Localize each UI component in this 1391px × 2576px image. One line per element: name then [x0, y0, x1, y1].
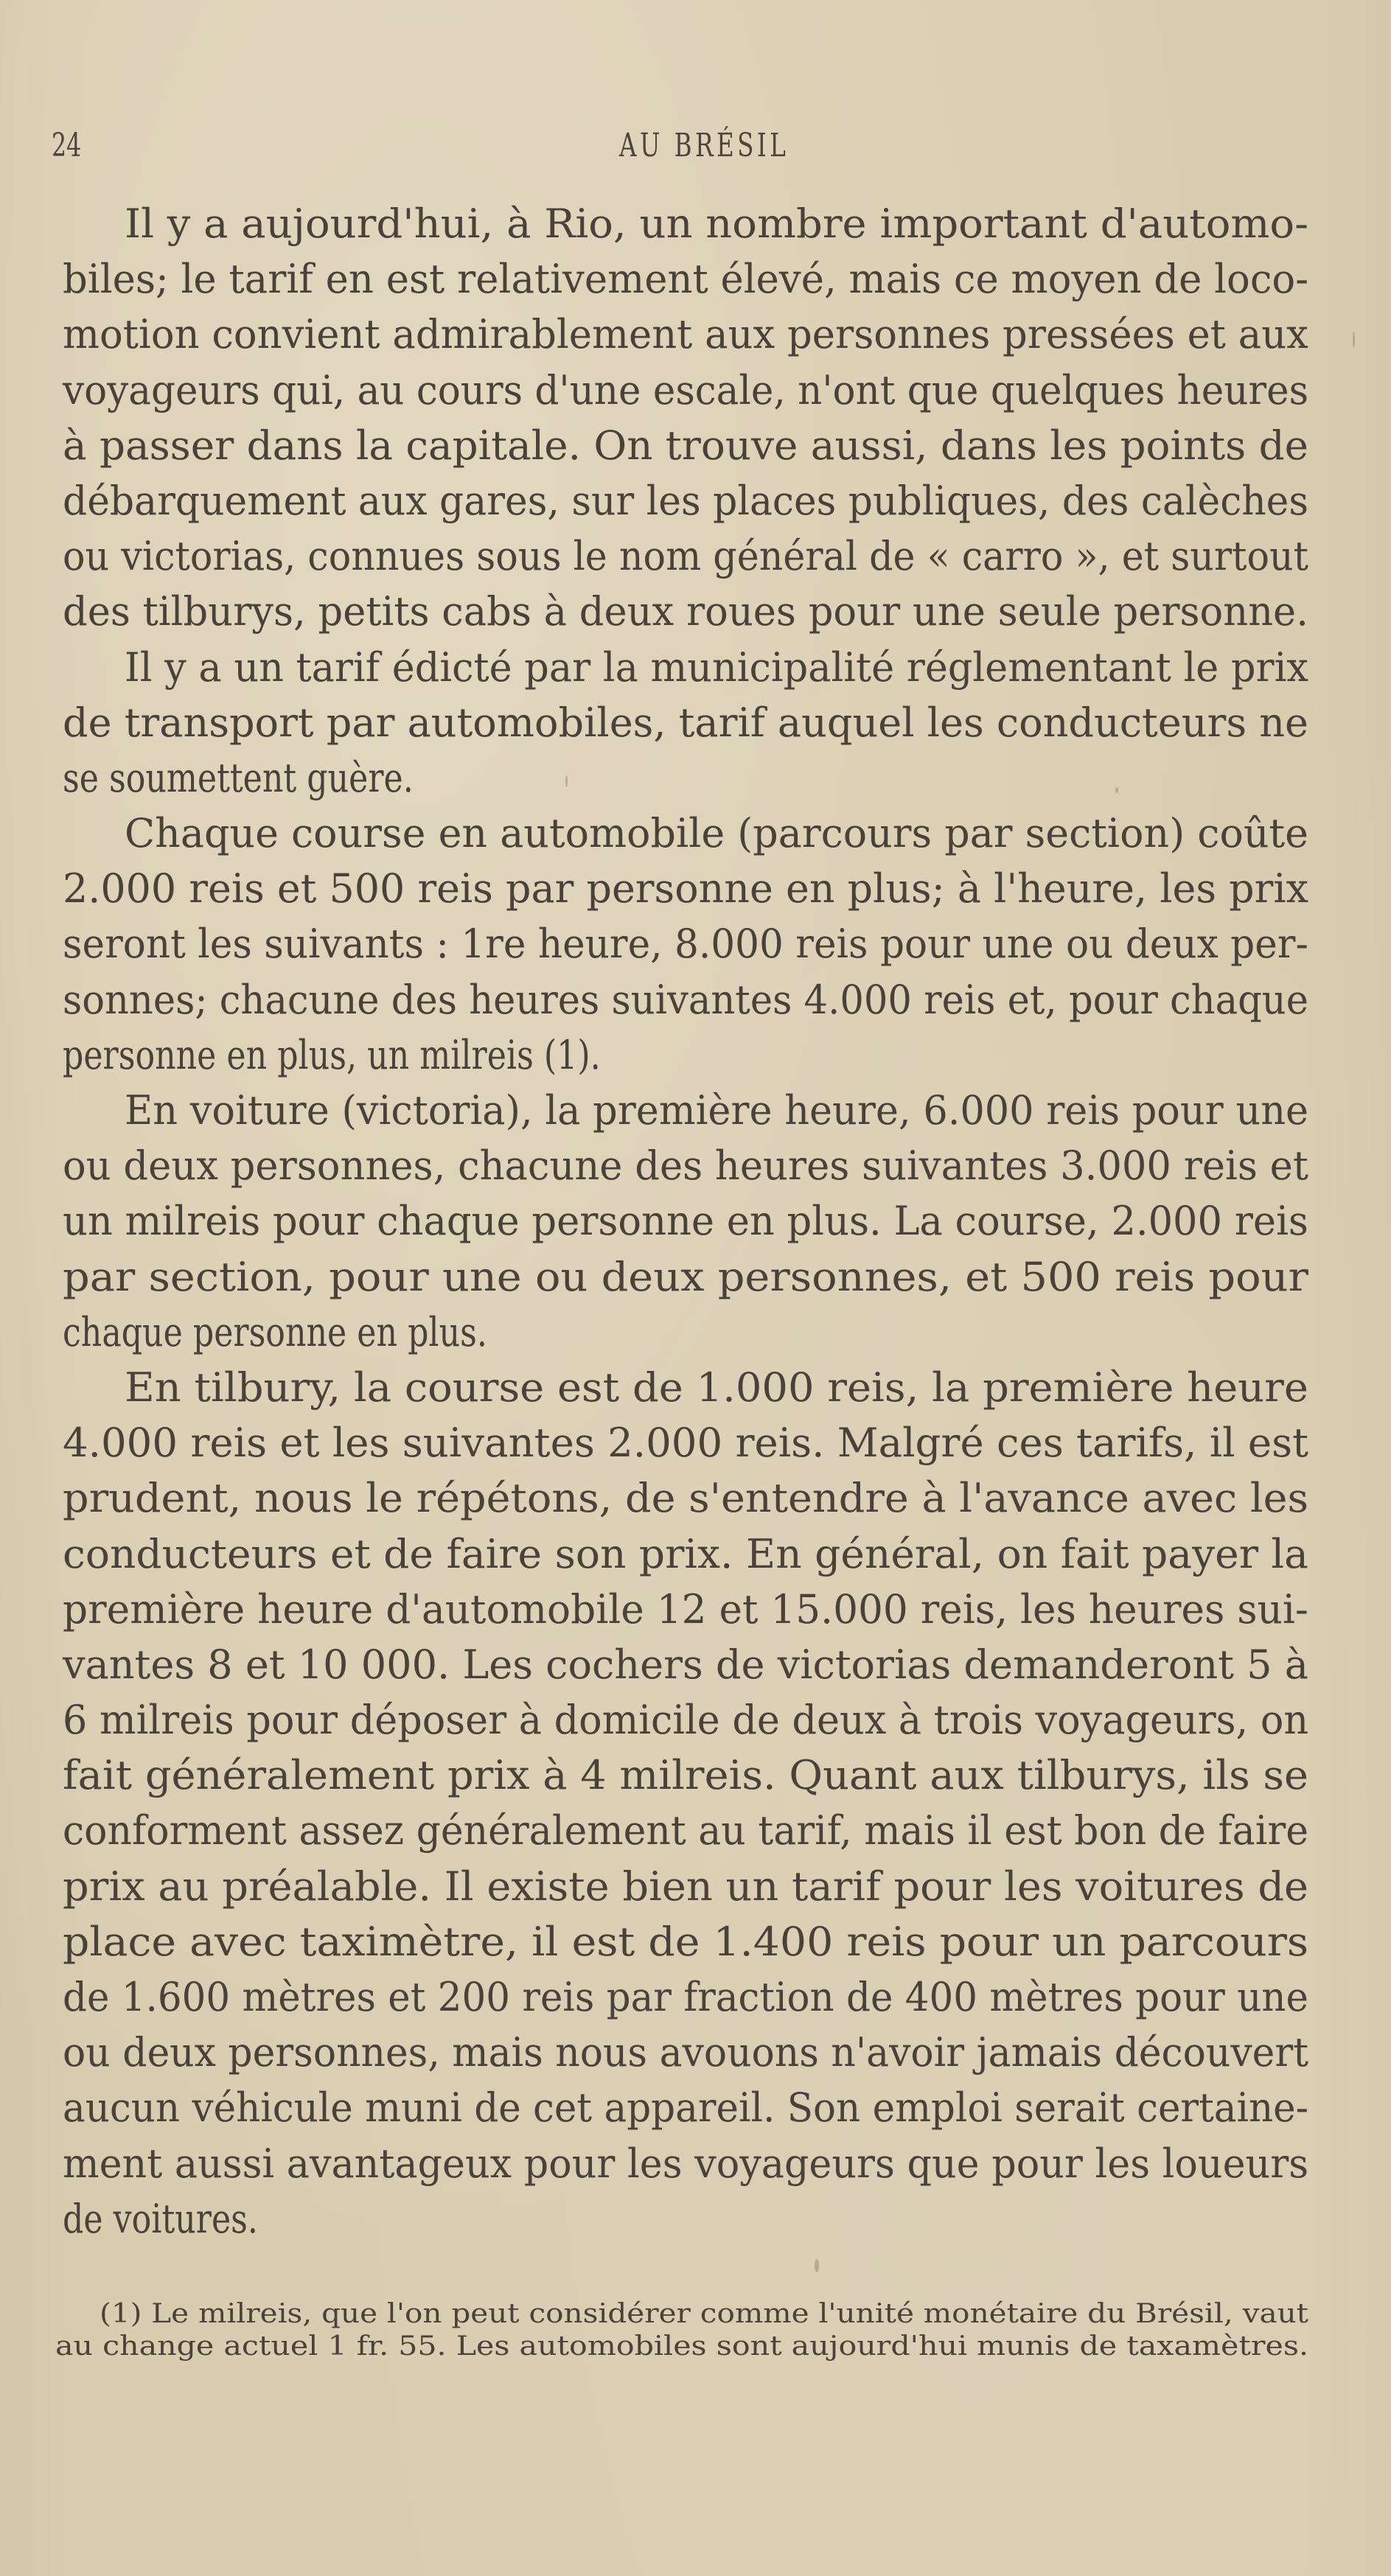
text-line: voyageurs qui, au cours d'une escale, n'ont que quelques heures: [63, 366, 1309, 413]
text-line: se soumettent guère.: [63, 754, 414, 801]
paper-speck: [565, 775, 568, 787]
text-line: chaque personne en plus.: [63, 1308, 487, 1355]
footnote-line: (1) Le milreis, que l'on peut considérer comme l'unité monétaire du Brésil, vaut: [100, 2299, 1308, 2329]
text-line: conducteurs et de faire son prix. En général, on fait payer la: [63, 1530, 1308, 1577]
text-line: ou victorias, connues sous le nom général de « carro », et surtout: [63, 533, 1309, 580]
text-line: ou deux personnes, chacune des heures suivantes 3.000 reis et: [63, 1142, 1309, 1190]
text-line: sonnes; chacune des heures suivantes 4.000 reis et, pour chaque: [63, 976, 1308, 1023]
text-line: ment aussi avantageux pour les voyageurs que pour les loueurs: [63, 2140, 1309, 2187]
text-line: 2.000 reis et 500 reis par personne en plus; à l'heure, les prix: [63, 865, 1308, 912]
text-line: par section, pour une ou deux personnes, et 500 reis pour: [63, 1253, 1308, 1300]
paragraph-automobiles-in-rio: [63, 196, 1308, 640]
paper-speck: [1115, 787, 1118, 793]
text-line: En tilbury, la course est de 1.000 reis, la première heure: [125, 1364, 1308, 1411]
running-title: AU BRÉSIL: [619, 127, 789, 164]
text-line: vantes 8 et 10 000. Les cochers de victorias demanderont 5 à: [63, 1641, 1308, 1688]
text-line: Chaque course en automobile (parcours par section) coûte: [125, 810, 1309, 857]
text-line: première heure d'automobile 12 et 15.000 reis, les heures sui-: [63, 1585, 1308, 1633]
footnote: [55, 2298, 1308, 2363]
text-line: un milreis pour chaque personne en plus. La course, 2.000 reis: [63, 1198, 1308, 1245]
paragraph-automobile-fares: [63, 806, 1308, 1083]
body-text: [63, 196, 1308, 2247]
text-line: seront les suivants : 1re heure, 8.000 reis pour une ou deux per-: [63, 921, 1308, 968]
text-line: à passer dans la capitale. On trouve aussi, dans les points de: [63, 422, 1309, 469]
text-line: biles; le tarif en est relativement élevé, mais ce moyen de loco-: [63, 256, 1309, 303]
paper-speck: [1353, 332, 1355, 348]
footnote-line: au change actuel 1 fr. 55. Les automobiles sont aujourd'hui munis de taxamètres.: [55, 2331, 1309, 2362]
page-number: 24: [52, 127, 82, 164]
text-line: prudent, nous le répétons, de s'entendre à l'avance avec les: [63, 1475, 1309, 1522]
text-line: de 1.600 mètres et 200 reis par fraction de 400 mètres pour une: [63, 1974, 1308, 2020]
text-line: ou deux personnes, mais nous avouons n'avoir jamais découvert: [63, 2029, 1309, 2076]
text-line: de voitures.: [63, 2195, 258, 2242]
text-line: place avec taximètre, il est de 1.400 reis pour un parcours: [63, 1918, 1309, 1965]
text-line: En voiture (victoria), la première heure, 6.000 reis pour une: [125, 1087, 1309, 1134]
text-line: personne en plus, un milreis (1).: [63, 1031, 601, 1078]
paragraph-tilbury-fares: [63, 1360, 1308, 2247]
text-line: Il y a un tarif édicté par la municipalité réglementant le prix: [125, 643, 1308, 691]
text-line: 6 milreis pour déposer à domicile de deux à trois voyageurs, on: [63, 1697, 1309, 1744]
text-line: motion convient admirablement aux personnes pressées et aux: [63, 311, 1308, 358]
text-line: 4.000 reis et les suivantes 2.000 reis. Malgré ces tarifs, il est: [63, 1420, 1309, 1467]
text-line: débarquement aux gares, sur les places publiques, des calèches: [63, 477, 1309, 524]
text-line: fait généralement prix à 4 milreis. Quant aux tilburys, ils se: [63, 1752, 1309, 1799]
paragraph-victoria-fares: [63, 1083, 1308, 1360]
text-line: de transport par automobiles, tarif auquel les conducteurs ne: [63, 699, 1309, 746]
text-line: des tilburys, petits cabs à deux roues pour une seule personne.: [63, 588, 1308, 635]
text-line: aucun véhicule muni de cet appareil. Son emploi serait certaine-: [63, 2084, 1309, 2132]
text-line: prix au préalable. Il existe bien un tarif pour les voitures de: [63, 1863, 1309, 1910]
text-line: Il y a aujourd'hui, à Rio, un nombre important d'automo-: [125, 200, 1309, 247]
paper-speck: [815, 2259, 819, 2272]
running-head: [52, 127, 1305, 171]
text-line: conforment assez généralement au tarif, mais il est bon de faire: [63, 1807, 1308, 1854]
paragraph-municipal-tariff: [63, 640, 1308, 806]
